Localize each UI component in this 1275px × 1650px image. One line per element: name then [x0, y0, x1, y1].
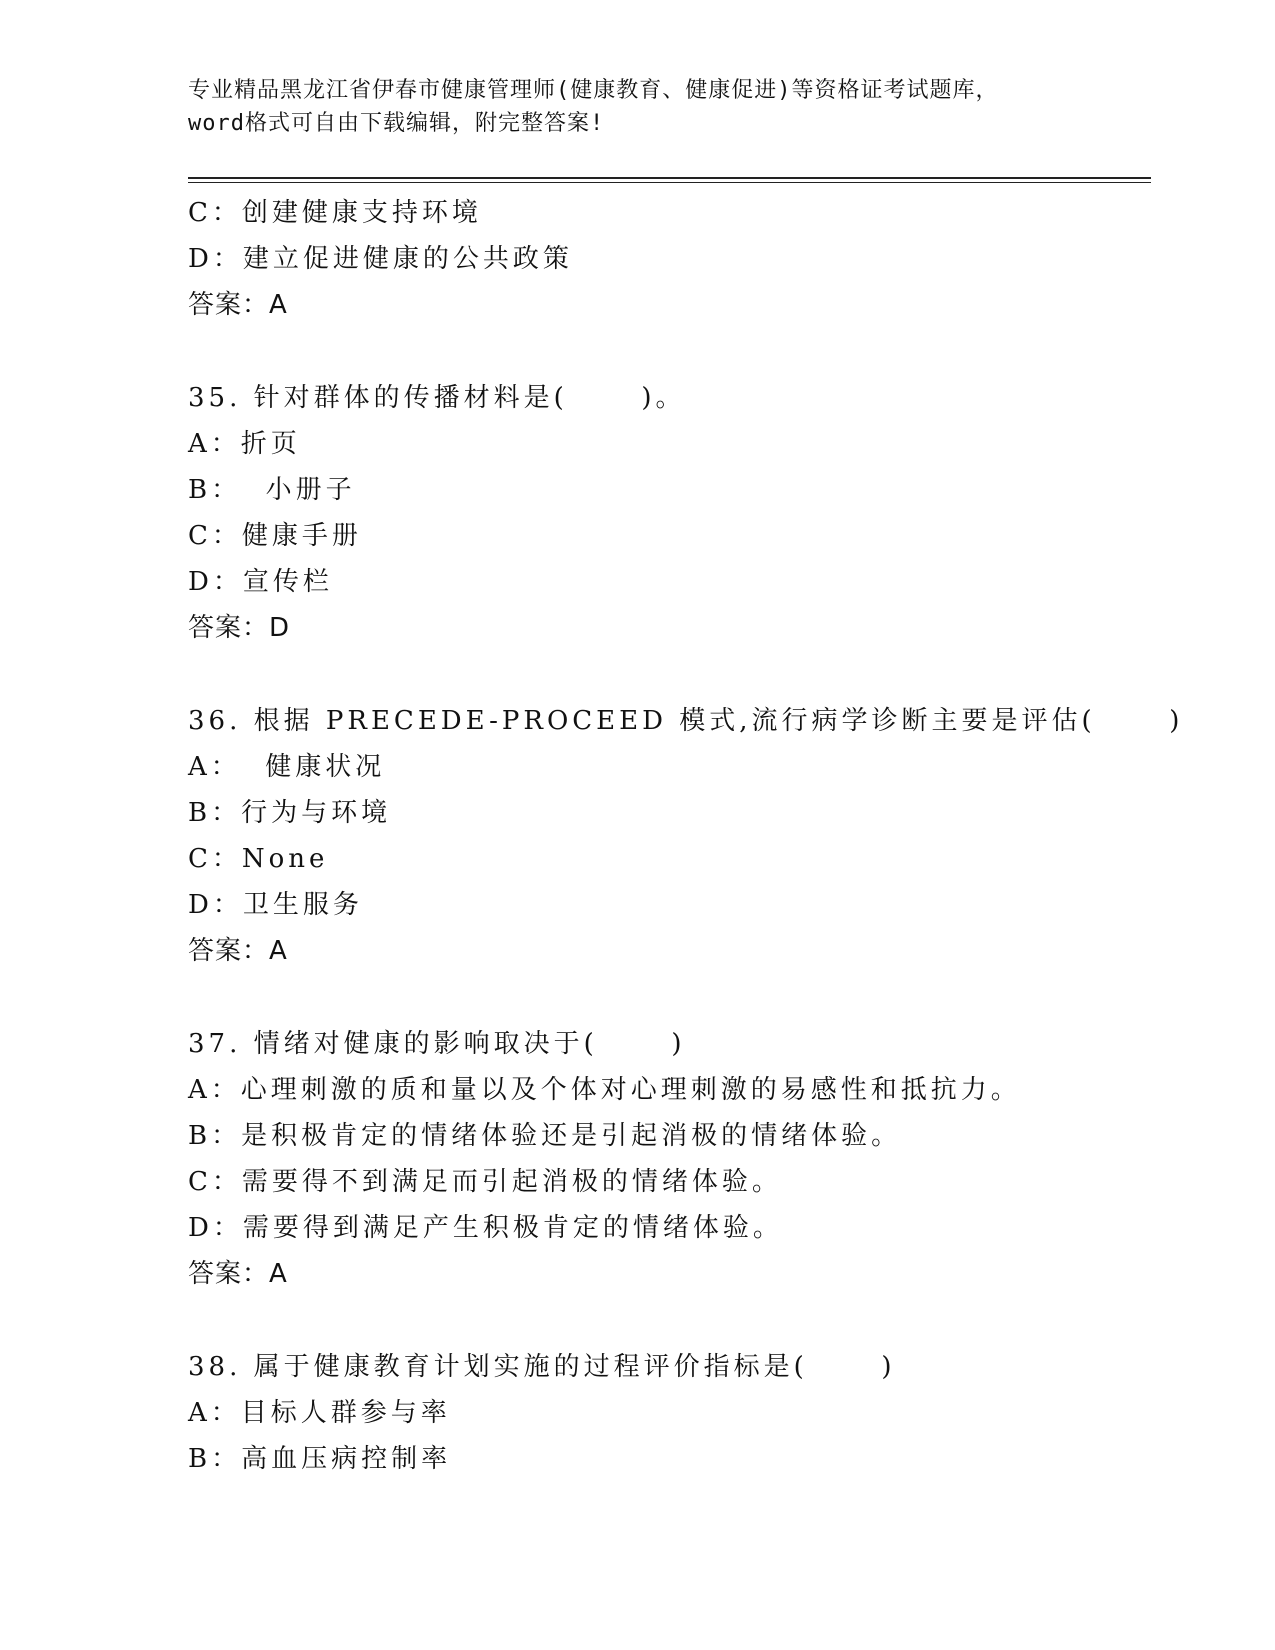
question-list: [188, 190, 1184, 1482]
option-a: A：目标人群参与率: [188, 1398, 451, 1428]
header-line-1: 专业精品黑龙江省伊春市健康管理师(健康教育、健康促进)等资格证考试题库，: [188, 78, 999, 103]
answer: 答案：A: [188, 290, 288, 320]
header-divider-thick: [188, 177, 1151, 179]
document-header: [188, 74, 1148, 140]
option-d: D：需要得到满足产生积极肯定的情绪体验。: [188, 1213, 783, 1243]
header-line-2: word格式可自由下载编辑，附完整答案!: [188, 111, 605, 136]
question-text: 37. 情绪对健康的影响取决于( ): [188, 1029, 686, 1059]
answer: 答案：A: [188, 936, 288, 966]
question-text: 38. 属于健康教育计划实施的过程评价指标是( ): [188, 1352, 896, 1382]
answer: 答案：D: [188, 613, 291, 643]
header-divider-thin: [188, 182, 1151, 183]
option-b: B：是积极肯定的情绪体验还是引起消极的情绪体验。: [188, 1121, 902, 1151]
question-text: 35. 针对群体的传播材料是( )。: [188, 383, 686, 413]
option-c: C：健康手册: [188, 521, 362, 551]
option-b: B：高血压病控制率: [188, 1444, 452, 1474]
question-block: [188, 190, 1148, 328]
option-a: A： 健康状况: [188, 752, 386, 782]
option-a: A：心理刺激的质和量以及个体对心理刺激的易感性和抵抗力。: [188, 1075, 1021, 1105]
question-text: 36. 根据 PRECEDE-PROCEED 模式,流行病学诊断主要是评估( ): [188, 706, 1184, 736]
option-b: B：行为与环境: [188, 798, 392, 828]
option-d: D：宣传栏: [188, 567, 333, 597]
question-block: [188, 375, 1148, 651]
answer: 答案：A: [188, 1259, 288, 1289]
option-d: D：建立促进健康的公共政策: [188, 244, 573, 274]
question-block: [188, 1344, 1148, 1482]
option-c: C：None: [188, 844, 329, 874]
option-a: A：折页: [188, 429, 301, 459]
question-block: [188, 1021, 1148, 1297]
option-c: C：需要得不到满足而引起消极的情绪体验。: [188, 1167, 782, 1197]
option-c: C：创建健康支持环境: [188, 198, 482, 228]
question-block: [188, 698, 1184, 974]
option-b: B： 小册子: [188, 475, 356, 505]
option-d: D：卫生服务: [188, 890, 363, 920]
